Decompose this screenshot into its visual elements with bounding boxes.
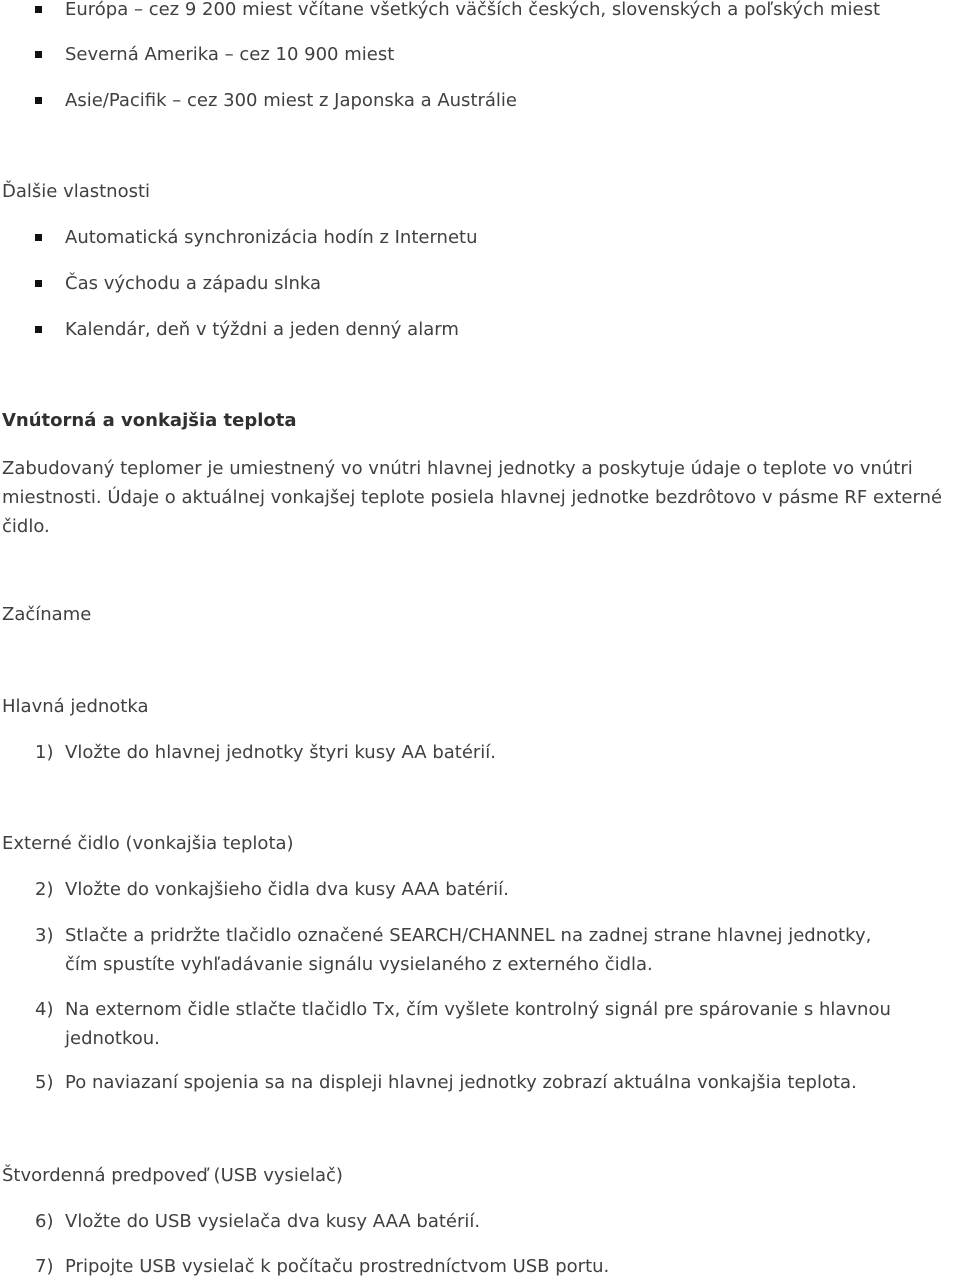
bullet-square-icon [35, 326, 42, 333]
step-text: Vložte do USB vysielača dva kusy AAA batérií. [65, 1211, 481, 1232]
step-number: 5) [35, 1072, 54, 1093]
bullet-square-icon [35, 6, 42, 13]
step-number: 3) [35, 925, 54, 946]
start-heading: Začíname [2, 604, 92, 625]
step-number: 1) [35, 742, 54, 763]
main-unit-heading: Hlavná jednotka [2, 696, 149, 717]
bullet-square-icon [35, 234, 42, 241]
bullet-square-icon [35, 51, 42, 58]
bullet-square-icon [35, 97, 42, 104]
step-number: 4) [35, 999, 54, 1020]
features-heading: Ďalšie vlastnosti [2, 181, 151, 202]
forecast-heading: Štvordenná predpoveď (USB vysielač) [2, 1165, 343, 1186]
step-text: Vložte do hlavnej jednotky štyri kusy AA batérií. [65, 742, 497, 763]
step-text: jednotkou. [65, 1028, 160, 1049]
list-item-text: Severná Amerika – cez 10 900 miest [65, 44, 395, 65]
step-text: Vložte do vonkajšieho čidla dva kusy AAA batérií. [65, 879, 509, 900]
list-item-text: Čas východu a západu slnka [65, 273, 322, 294]
step-text: Na externom čidle stlačte tlačidlo Tx, čím vyšlete kontrolný signál pre spárovanie s hlavnou [65, 999, 891, 1020]
step-text: Po naviazaní spojenia sa na displeji hlavnej jednotky zobrazí aktuálna vonkajšia teplota. [65, 1072, 857, 1093]
step-text: čím spustíte vyhľadávanie signálu vysielaného z externého čidla. [65, 954, 653, 975]
list-item-text: Európa – cez 9 200 miest včítane všetkých väčších českých, slovenských a poľských miest [65, 0, 881, 20]
list-item-text: Automatická synchronizácia hodín z Internetu [65, 227, 478, 248]
list-item-text: Asie/Pacifik – cez 300 miest z Japonska a Austrálie [65, 90, 518, 111]
bullet-square-icon [35, 280, 42, 287]
temp-heading: Vnútorná a vonkajšia teplota [2, 410, 297, 431]
step-number: 7) [35, 1256, 54, 1277]
list-item-text: Kalendár, deň v týždni a jeden denný alarm [65, 319, 459, 340]
step-text: Stlačte a pridržte tlačidlo označené SEARCH/CHANNEL na zadnej strane hlavnej jednotky, [65, 925, 872, 946]
sensor-heading: Externé čidlo (vonkajšia teplota) [2, 833, 294, 854]
step-number: 6) [35, 1211, 54, 1232]
step-number: 2) [35, 879, 54, 900]
step-text: Pripojte USB vysielač k počítaču prostredníctvom USB portu. [65, 1256, 610, 1277]
temp-paragraph: Zabudovaný teplomer je umiestnený vo vnútri hlavnej jednotky a poskytuje údaje o teplote vo vnútri miestnosti. Údaje o aktuálnej vonkajšej teplote posiela hlavnej jednotke bezdrôtovo v pásme RF externé čidlo. [2, 458, 943, 537]
